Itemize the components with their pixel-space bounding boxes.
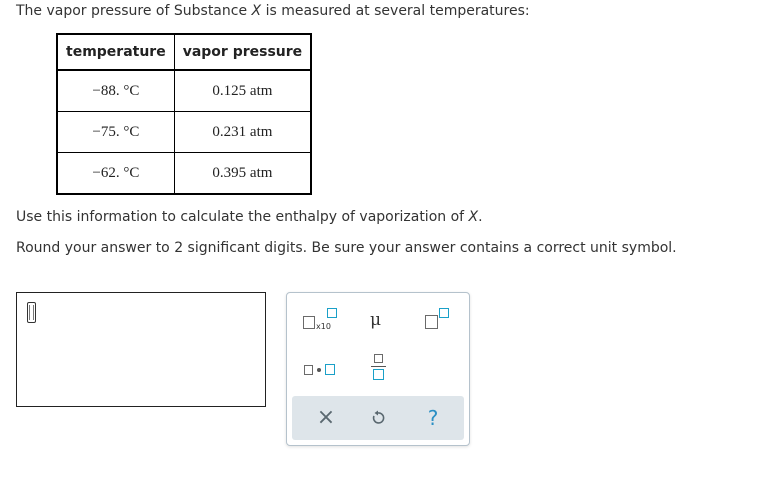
header-temperature: temperature bbox=[57, 34, 174, 70]
question-mark-icon: ? bbox=[427, 406, 439, 430]
multiply-dot-button[interactable] bbox=[299, 357, 343, 383]
close-icon: × bbox=[316, 405, 336, 430]
fraction-button[interactable] bbox=[365, 351, 393, 387]
question-text-after: . bbox=[478, 209, 483, 225]
micro-symbol: μ bbox=[370, 310, 382, 330]
exponent-box-icon bbox=[327, 308, 337, 318]
rounding-instruction: Round your answer to 2 significant digits. Be sure your answer contains a correct unit symbol. bbox=[16, 240, 677, 256]
help-button[interactable] bbox=[413, 396, 453, 440]
substance-variable: X bbox=[251, 3, 262, 19]
intro-text-after: is measured at several temperatures: bbox=[261, 3, 530, 19]
pressure-cell: 0.125 atm bbox=[174, 70, 311, 112]
intro-text-before: The vapor pressure of Substance bbox=[16, 3, 252, 19]
intro-text bbox=[16, 2, 530, 20]
temperature-cell: −75. °C bbox=[57, 112, 174, 153]
question-instruction bbox=[16, 208, 483, 226]
question-text-before: Use this information to calculate the enthalpy of vaporization of bbox=[16, 209, 469, 225]
table-row bbox=[57, 153, 311, 195]
cursor-placeholder-icon bbox=[27, 302, 36, 323]
math-palette bbox=[286, 292, 470, 446]
table-row bbox=[57, 112, 311, 153]
question-variable: X bbox=[468, 209, 479, 225]
base-box-icon bbox=[303, 316, 315, 329]
undo-icon bbox=[370, 410, 386, 426]
table-header-row bbox=[57, 34, 311, 70]
exponent-box-icon bbox=[439, 308, 449, 318]
pressure-cell: 0.231 atm bbox=[174, 112, 311, 153]
dot-icon bbox=[317, 368, 321, 372]
numerator-box-icon bbox=[374, 354, 383, 363]
x10-label: x10 bbox=[316, 322, 331, 331]
undo-button[interactable] bbox=[358, 396, 398, 440]
vapor-pressure-table bbox=[56, 33, 312, 195]
micro-button[interactable] bbox=[363, 305, 393, 333]
denominator-box-icon bbox=[373, 369, 384, 380]
fraction-bar-icon bbox=[371, 366, 386, 367]
base-box-icon bbox=[425, 315, 438, 329]
temperature-cell: −88. °C bbox=[57, 70, 174, 112]
temperature-cell: −62. °C bbox=[57, 153, 174, 195]
superscript-button[interactable] bbox=[421, 305, 455, 333]
clear-button[interactable] bbox=[306, 396, 346, 440]
answer-input[interactable] bbox=[16, 292, 266, 407]
table-row bbox=[57, 70, 311, 112]
pressure-cell: 0.395 atm bbox=[174, 153, 311, 195]
scientific-notation-button[interactable] bbox=[299, 305, 343, 333]
left-box-icon bbox=[304, 365, 313, 375]
right-box-icon bbox=[325, 364, 335, 375]
header-vapor-pressure: vapor pressure bbox=[174, 34, 311, 70]
action-bar bbox=[292, 396, 464, 440]
